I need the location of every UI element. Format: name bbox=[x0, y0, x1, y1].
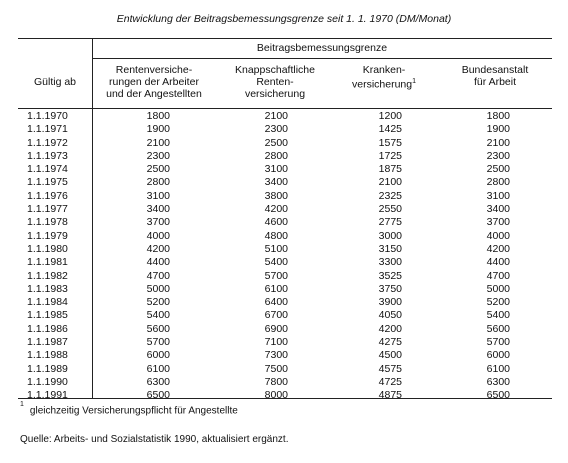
group-header: Beitragsbemessungsgrenze bbox=[256, 42, 388, 54]
header-miners-pension-line1: Knappschaftliche bbox=[235, 64, 315, 76]
federal-agency-cell: 4400 bbox=[486, 256, 510, 269]
pension-insurance-cell: 3400 bbox=[146, 203, 170, 216]
valid-from-cell: 1.1.1977 bbox=[27, 203, 68, 216]
valid-from-cell: 1.1.1978 bbox=[27, 216, 68, 229]
pension-insurance-cell: 5400 bbox=[146, 309, 170, 322]
header-pension-insurance-line1: Rentenversiche- bbox=[115, 64, 193, 76]
group-header-rule bbox=[92, 58, 552, 59]
valid-from-cell: 1.1.1985 bbox=[27, 309, 68, 322]
table-row bbox=[18, 309, 552, 322]
health-insurance-cell: 3150 bbox=[378, 242, 402, 255]
pension-insurance-cell: 6500 bbox=[146, 389, 170, 402]
federal-agency-cell: 2500 bbox=[486, 163, 510, 176]
federal-agency-cell: 5000 bbox=[486, 282, 510, 295]
pension-insurance-cell: 5000 bbox=[146, 282, 170, 295]
valid-from-cell: 1.1.1976 bbox=[27, 189, 68, 202]
miners-pension-cell: 6100 bbox=[264, 282, 288, 295]
footnote bbox=[20, 401, 238, 417]
contribution-ceiling-table bbox=[18, 38, 552, 402]
header-health-insurance-line1: Kranken- bbox=[362, 64, 406, 76]
health-insurance-cell: 3750 bbox=[378, 282, 402, 295]
valid-from-cell: 1.1.1982 bbox=[27, 269, 68, 282]
table-row bbox=[18, 203, 552, 216]
health-insurance-cell: 4500 bbox=[378, 349, 402, 362]
table-row bbox=[18, 110, 552, 123]
valid-from-cell: 1.1.1986 bbox=[27, 322, 68, 335]
valid-from-cell: 1.1.1990 bbox=[27, 375, 68, 388]
header-miners-pension-line2: Renten- bbox=[256, 76, 294, 88]
federal-agency-cell: 3700 bbox=[486, 216, 510, 229]
table-title: Entwicklung der Beitragsbemessungsgrenze seit 1. 1. 1970 (DM/Monat) bbox=[116, 13, 452, 25]
health-insurance-cell: 3525 bbox=[378, 269, 402, 282]
health-insurance-cell: 3900 bbox=[378, 296, 402, 309]
header-health-insurance-label: versicherung bbox=[351, 78, 413, 91]
miners-pension-cell: 2500 bbox=[264, 136, 288, 149]
federal-agency-cell: 1900 bbox=[486, 123, 510, 136]
valid-from-cell: 1.1.1970 bbox=[27, 110, 68, 122]
health-insurance-cell: 2325 bbox=[378, 189, 402, 202]
health-insurance-cell: 4200 bbox=[378, 322, 402, 335]
health-insurance-cell: 3000 bbox=[378, 229, 402, 242]
miners-pension-cell: 6400 bbox=[264, 296, 288, 309]
pension-insurance-cell: 2800 bbox=[146, 176, 170, 189]
miners-pension-cell: 3800 bbox=[264, 189, 288, 202]
federal-agency-cell: 4700 bbox=[486, 269, 510, 282]
header-valid-from: Gültig ab bbox=[33, 76, 77, 88]
pension-insurance-cell: 5700 bbox=[146, 336, 170, 349]
table-row bbox=[18, 376, 552, 389]
miners-pension-cell: 3400 bbox=[264, 176, 288, 189]
table-row bbox=[18, 190, 552, 203]
table-row bbox=[18, 256, 552, 269]
footnote-marker-header: 1 bbox=[412, 78, 417, 85]
health-insurance-cell: 1875 bbox=[378, 163, 402, 176]
table-row bbox=[18, 230, 552, 243]
pension-insurance-cell: 4700 bbox=[146, 269, 170, 282]
miners-pension-cell: 8000 bbox=[264, 389, 288, 402]
table-row bbox=[18, 176, 552, 189]
table-row bbox=[18, 283, 552, 296]
header-pension-insurance-line3: und der Angestellten bbox=[106, 88, 202, 100]
federal-agency-cell: 4000 bbox=[486, 229, 510, 242]
health-insurance-cell: 4875 bbox=[378, 389, 402, 402]
federal-agency-cell: 2300 bbox=[486, 149, 510, 162]
health-insurance-cell: 1200 bbox=[378, 110, 402, 122]
valid-from-cell: 1.1.1973 bbox=[27, 149, 68, 162]
miners-pension-cell: 2100 bbox=[264, 110, 288, 122]
miners-pension-cell: 2300 bbox=[264, 123, 288, 136]
valid-from-cell: 1.1.1974 bbox=[27, 163, 68, 176]
health-insurance-cell: 2550 bbox=[378, 203, 402, 216]
pension-insurance-cell: 1800 bbox=[146, 110, 170, 122]
miners-pension-cell: 7800 bbox=[264, 375, 288, 388]
health-insurance-cell: 4575 bbox=[378, 362, 402, 375]
header-federal-agency-line2: für Arbeit bbox=[473, 76, 517, 88]
health-insurance-cell: 4725 bbox=[378, 375, 402, 388]
federal-agency-cell: 3100 bbox=[486, 189, 510, 202]
footnote-marker: 1 bbox=[20, 401, 24, 408]
table-row bbox=[18, 349, 552, 362]
table-row bbox=[18, 216, 552, 229]
federal-agency-cell: 2100 bbox=[486, 136, 510, 149]
header-health-insurance-line2 bbox=[334, 76, 434, 91]
valid-from-cell: 1.1.1971 bbox=[27, 123, 68, 136]
header-miners-pension-line3: versicherung bbox=[244, 88, 306, 100]
pension-insurance-cell: 3100 bbox=[146, 189, 170, 202]
pension-insurance-cell: 6000 bbox=[146, 349, 170, 362]
federal-agency-cell: 1800 bbox=[486, 110, 510, 122]
health-insurance-cell: 4050 bbox=[378, 309, 402, 322]
valid-from-cell: 1.1.1979 bbox=[27, 229, 68, 242]
pension-insurance-cell: 4400 bbox=[146, 256, 170, 269]
miners-pension-cell: 4200 bbox=[264, 203, 288, 216]
federal-agency-cell: 5200 bbox=[486, 296, 510, 309]
miners-pension-cell: 3100 bbox=[264, 163, 288, 176]
federal-agency-cell: 2800 bbox=[486, 176, 510, 189]
miners-pension-cell: 4800 bbox=[264, 229, 288, 242]
header-bottom-rule bbox=[18, 108, 552, 109]
miners-pension-cell: 6700 bbox=[264, 309, 288, 322]
health-insurance-cell: 2775 bbox=[378, 216, 402, 229]
valid-from-cell: 1.1.1989 bbox=[27, 362, 68, 375]
health-insurance-cell: 1725 bbox=[378, 149, 402, 162]
federal-agency-cell: 6300 bbox=[486, 375, 510, 388]
pension-insurance-cell: 6100 bbox=[146, 362, 170, 375]
table-top-rule bbox=[18, 38, 552, 39]
pension-insurance-cell: 1900 bbox=[146, 123, 170, 136]
pension-insurance-cell: 5200 bbox=[146, 296, 170, 309]
federal-agency-cell: 5700 bbox=[486, 336, 510, 349]
miners-pension-cell: 5400 bbox=[264, 256, 288, 269]
pension-insurance-cell: 5600 bbox=[146, 322, 170, 335]
table-row bbox=[18, 389, 552, 402]
source-note: Quelle: Arbeits- und Sozialstatistik 1990, aktualisiert ergänzt. bbox=[20, 434, 289, 445]
table-row bbox=[18, 137, 552, 150]
federal-agency-cell: 6100 bbox=[486, 362, 510, 375]
pension-insurance-cell: 6300 bbox=[146, 375, 170, 388]
footnote-text: gleichzeitig Versicherungspflicht für Angestellte bbox=[29, 405, 238, 417]
table-row bbox=[18, 270, 552, 283]
valid-from-cell: 1.1.1981 bbox=[27, 256, 68, 269]
health-insurance-cell: 2100 bbox=[378, 176, 402, 189]
pension-insurance-cell: 2100 bbox=[146, 136, 170, 149]
miners-pension-cell: 7300 bbox=[264, 349, 288, 362]
table-row bbox=[18, 163, 552, 176]
pension-insurance-cell: 2500 bbox=[146, 163, 170, 176]
miners-pension-cell: 5100 bbox=[264, 242, 288, 255]
health-insurance-cell: 3300 bbox=[378, 256, 402, 269]
pension-insurance-cell: 4000 bbox=[146, 229, 170, 242]
table-body bbox=[18, 110, 552, 403]
pension-insurance-cell: 2300 bbox=[146, 149, 170, 162]
federal-agency-cell: 6000 bbox=[486, 349, 510, 362]
valid-from-cell: 1.1.1983 bbox=[27, 282, 68, 295]
federal-agency-cell: 5600 bbox=[486, 322, 510, 335]
valid-from-cell: 1.1.1984 bbox=[27, 296, 68, 309]
miners-pension-cell: 5700 bbox=[264, 269, 288, 282]
federal-agency-cell: 4200 bbox=[486, 242, 510, 255]
health-insurance-cell: 1575 bbox=[378, 136, 402, 149]
table-row bbox=[18, 363, 552, 376]
health-insurance-cell: 1425 bbox=[378, 123, 402, 136]
federal-agency-cell: 6500 bbox=[486, 389, 510, 402]
table-row bbox=[18, 336, 552, 349]
valid-from-cell: 1.1.1988 bbox=[27, 349, 68, 362]
miners-pension-cell: 2800 bbox=[264, 149, 288, 162]
valid-from-cell: 1.1.1972 bbox=[27, 136, 68, 149]
miners-pension-cell: 7500 bbox=[264, 362, 288, 375]
valid-from-cell: 1.1.1991 bbox=[27, 389, 68, 402]
miners-pension-cell: 4600 bbox=[264, 216, 288, 229]
valid-from-cell: 1.1.1975 bbox=[27, 176, 68, 189]
valid-from-cell: 1.1.1987 bbox=[27, 336, 68, 349]
table-row bbox=[18, 243, 552, 256]
federal-agency-cell: 3400 bbox=[486, 203, 510, 216]
table-row bbox=[18, 123, 552, 136]
health-insurance-cell: 4275 bbox=[378, 336, 402, 349]
table-row bbox=[18, 150, 552, 163]
miners-pension-cell: 6900 bbox=[264, 322, 288, 335]
federal-agency-cell: 5400 bbox=[486, 309, 510, 322]
pension-insurance-cell: 3700 bbox=[146, 216, 170, 229]
table-row bbox=[18, 323, 552, 336]
pension-insurance-cell: 4200 bbox=[146, 242, 170, 255]
miners-pension-cell: 7100 bbox=[264, 336, 288, 349]
valid-from-cell: 1.1.1980 bbox=[27, 242, 68, 255]
header-federal-agency-line1: Bundesanstalt bbox=[461, 64, 529, 76]
table-row bbox=[18, 296, 552, 309]
header-pension-insurance-line2: rungen der Arbeiter bbox=[109, 76, 199, 88]
